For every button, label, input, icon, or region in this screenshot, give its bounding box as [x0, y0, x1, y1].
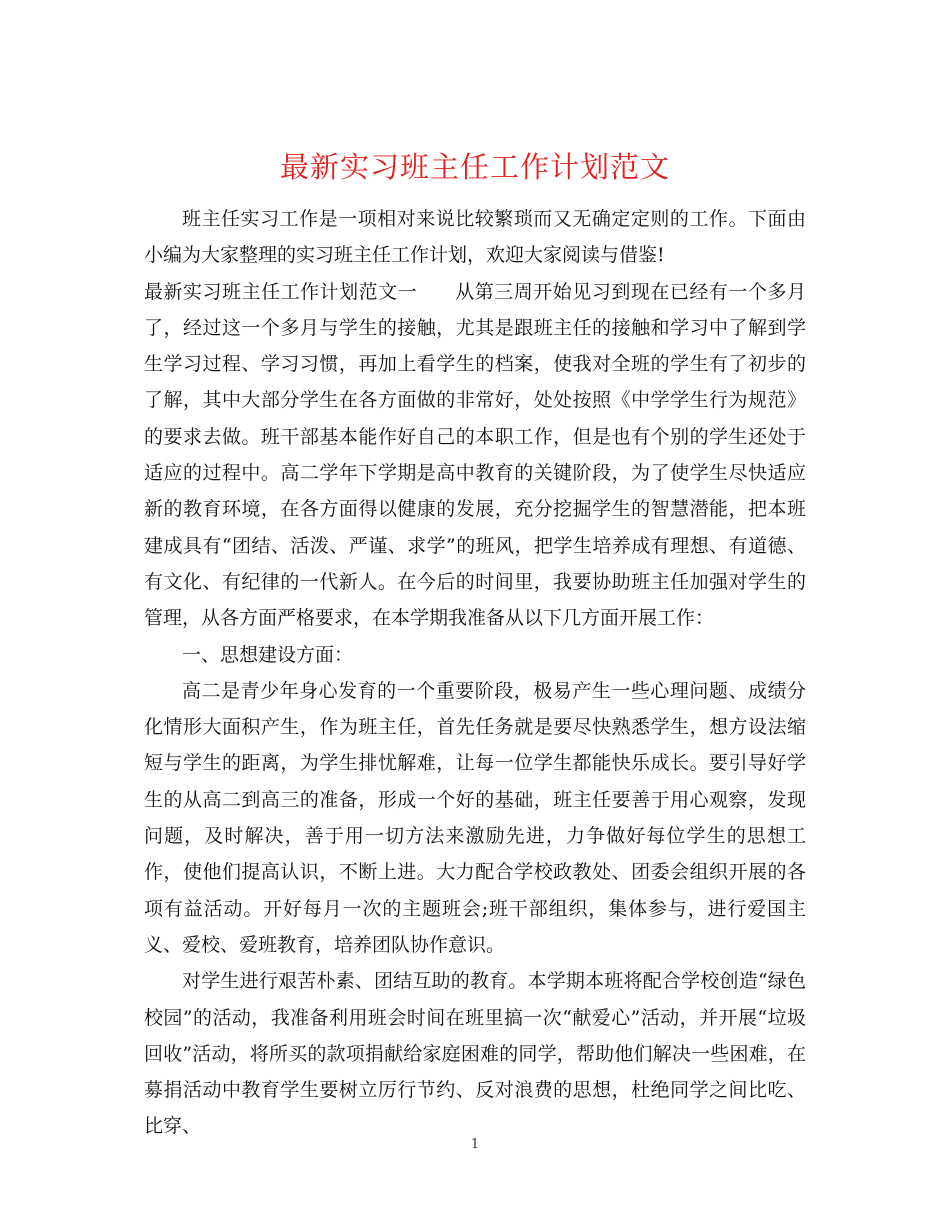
- section-paragraph: [144, 274, 806, 637]
- body-paragraph-3: 对学生进行艰苦朴素、团结互助的教育。本学期本班将配合学校创造“绿色校园”的活动，我准备利用班会时间在班里搞一次“献爱心”活动，并开展“垃圾回收”活动，将所买的款项捐献给家庭困难的同学，帮助他们解决一些困难，在募捐活动中教育学生要树立厉行节约、反对浪费的思想，杜绝同学之间比吃、比穿、: [144, 970, 806, 1138]
- page-number: 1: [470, 1137, 480, 1152]
- subheading-thought-building: 一、思想建设方面：: [182, 643, 354, 666]
- document-title: 最新实习班主任工作计划范文: [279, 150, 670, 185]
- intro-paragraph: 班主任实习工作是一项相对来说比较繁琐而又无确定定则的工作。下面由小编为大家整理的实习班主任工作计划，欢迎大家阅读与借鉴!: [144, 208, 806, 267]
- document-body: [144, 201, 806, 1145]
- section-heading: 最新实习班主任工作计划范文一: [144, 280, 418, 303]
- body-paragraph-2: 高二是青少年身心发育的一个重要阶段，极易产生一些心理问题、成绩分化情形大面积产生，作为班主任，首先任务就是要尽快熟悉学生，想方设法缩短与学生的距离，为学生排忧解难，让每一位学生都能快乐成长。要引导好学生的从高二到高三的准备，形成一个好的基础，班主任要善于用心观察，发现问题，及时解决，善于用一切方法来激励先进，力争做好每位学生的思想工作，使他们提高认识，不断上进。大力配合学校政教处、团委会组织开展的各项有益活动。开好每月一次的主题班会;班干部组织，集体参与，进行爱国主义、爱校、爱班教育，培养团队协作意识。: [144, 679, 806, 956]
- section-body-text: 从第三周开始见习到现在已经有一个多月了，经过这一个多月与学生的接触，尤其是跟班主任的接触和学习中了解到学生学习过程、学习习惯，再加上看学生的档案，使我对全班的学生有了初步的了解，其中大部分学生在各方面做的非常好，处处按照《中学学生行为规范》的要求去做。班干部基本能作好自己的本职工作，但是也有个别的学生还处于适应的过程中。高二学年下学期是高中教育的关键阶段，为了使学生尽快适应新的教育环境，在各方面得以健康的发展，充分挖掘学生的智慧潜能，把本班建成具有“团结、活泼、严谨、求学”的班风，把学生培养成有理想、有道德、有文化、有纪律的一代新人。在今后的时间里，我要协助班主任加强对学生的管理，从各方面严格要求，在本学期我准备从以下几方面开展工作：: [144, 280, 806, 630]
